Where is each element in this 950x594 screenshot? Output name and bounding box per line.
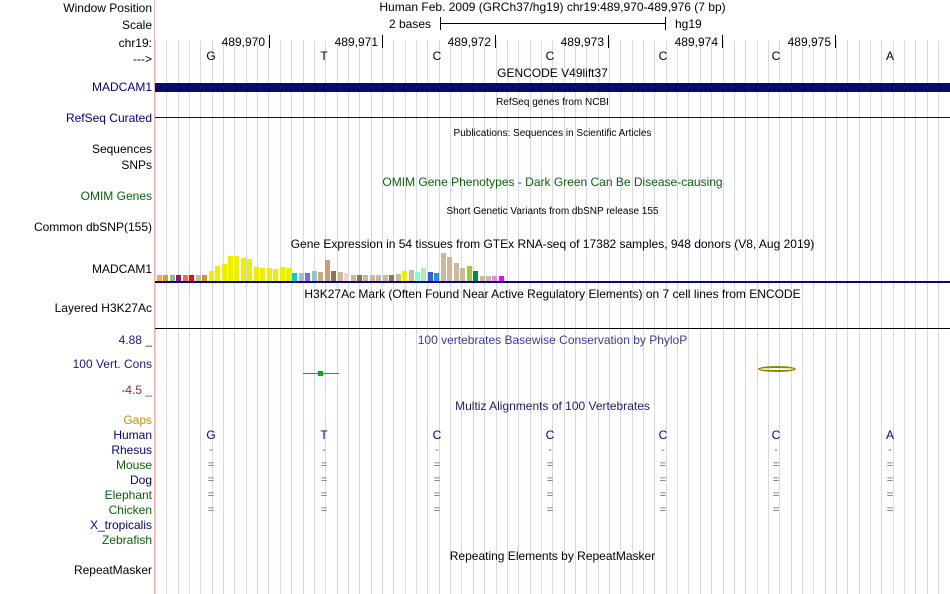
- gtex-tissue-bar[interactable]: [460, 268, 465, 281]
- grid-line: [405, 40, 406, 594]
- ruler-tick: [269, 35, 270, 48]
- ruler-position-label: 489,971: [334, 35, 378, 49]
- publications-track-label[interactable]: Sequences: [91, 142, 152, 156]
- grid-line: [654, 40, 655, 594]
- gtex-tissue-bar[interactable]: [305, 273, 310, 281]
- grid-line: [359, 40, 360, 594]
- ruler-tick: [835, 35, 836, 48]
- grid-line: [847, 40, 848, 594]
- ruler-tick: [382, 35, 383, 48]
- alignment-base: =: [886, 504, 894, 516]
- dbsnp-track-title: Short Genetic Variants from dbSNP release 155: [446, 206, 659, 217]
- gtex-track-label[interactable]: MADCAM1: [91, 262, 152, 276]
- phylop-min-label: -4.5 _: [121, 383, 152, 397]
- alignment-base: =: [433, 459, 441, 471]
- refseq-gene-line[interactable]: [155, 117, 950, 118]
- gtex-tissue-bar[interactable]: [260, 268, 265, 281]
- snps-track-label[interactable]: SNPs: [121, 158, 152, 172]
- grid-line: [200, 40, 201, 594]
- grid-line: [268, 40, 269, 594]
- alignment-base: =: [320, 504, 328, 516]
- grid-line: [155, 40, 156, 594]
- grid-line: [223, 40, 224, 594]
- grid-line: [723, 40, 724, 594]
- scale-assembly: hg19: [675, 17, 702, 31]
- gtex-tissue-bar[interactable]: [421, 268, 426, 281]
- grid-line: [246, 40, 247, 594]
- alignment-base: =: [546, 474, 554, 486]
- gtex-tissue-bar[interactable]: [415, 272, 420, 281]
- scale-bar: [440, 23, 665, 24]
- alignment-base: =: [546, 504, 554, 516]
- species-label-human: Human: [113, 428, 152, 442]
- gtex-tissue-bar[interactable]: [280, 267, 285, 281]
- window-position-text: Human Feb. 2009 (GRCh37/hg19) chr19:489,970-489,976 (7 bp): [379, 0, 726, 14]
- grid-line: [291, 40, 292, 594]
- grid-line: [461, 40, 462, 594]
- h3k27ac-track-label[interactable]: Layered H3K27Ac: [54, 301, 152, 315]
- alignment-base: =: [207, 459, 215, 471]
- grid-line: [700, 40, 701, 594]
- grid-line: [393, 40, 394, 594]
- grid-line: [904, 40, 905, 594]
- grid-line: [303, 40, 304, 594]
- grid-line: [825, 40, 826, 594]
- gtex-track-title: Gene Expression in 54 tissues from GTEx RNA-seq of 17382 samples, 948 donors (V8, Aug 2019): [290, 237, 815, 251]
- alignment-base: =: [886, 474, 894, 486]
- alignment-base: =: [433, 504, 441, 516]
- gtex-tissue-bar[interactable]: [286, 268, 291, 281]
- species-label-dog: Dog: [129, 473, 152, 487]
- omim-track-label[interactable]: OMIM Genes: [80, 189, 152, 203]
- gtex-tissue-bar[interactable]: [402, 271, 407, 281]
- alignment-base: =: [659, 459, 667, 471]
- species-label-chicken: Chicken: [108, 503, 152, 517]
- grid-line: [450, 40, 451, 594]
- multiz-track-title: Multiz Alignments of 100 Vertebrates: [455, 399, 650, 413]
- gencode-track-title: GENCODE V49lift37: [497, 66, 608, 80]
- alignment-base: =: [886, 489, 894, 501]
- grid-line: [314, 40, 315, 594]
- ruler-position-label: 489,973: [560, 35, 604, 49]
- alignment-base: =: [772, 474, 780, 486]
- gtex-tissue-bar[interactable]: [209, 271, 214, 281]
- h3k27ac-baseline: [155, 328, 950, 329]
- gtex-tissue-bar[interactable]: [267, 268, 272, 281]
- grid-line: [507, 40, 508, 594]
- grid-line: [427, 40, 428, 594]
- grid-line: [915, 40, 916, 594]
- reference-base: C: [545, 49, 555, 63]
- track-image-area[interactable]: [155, 0, 950, 594]
- alignment-base: =: [207, 504, 215, 516]
- reference-base: C: [432, 49, 442, 63]
- scale-bar-right-cap: [665, 17, 666, 30]
- gtex-tissue-bar[interactable]: [441, 253, 446, 281]
- alignment-base: G: [206, 428, 216, 442]
- grid-line: [745, 40, 746, 594]
- gtex-tissue-bar[interactable]: [273, 269, 278, 281]
- gtex-tissue-bar[interactable]: [409, 270, 414, 281]
- gtex-tissue-bar[interactable]: [331, 271, 336, 281]
- gtex-tissue-bar[interactable]: [318, 272, 323, 281]
- grid-line: [677, 40, 678, 594]
- grid-line: [734, 40, 735, 594]
- alignment-base: =: [772, 489, 780, 501]
- gtex-bar-chart[interactable]: [155, 253, 555, 281]
- gtex-tissue-bar[interactable]: [473, 271, 478, 281]
- grid-line: [564, 40, 565, 594]
- alignment-base: -: [661, 444, 665, 456]
- species-label-x_tropicalis: X_tropicalis: [89, 518, 152, 532]
- strand-label: --->: [133, 52, 152, 66]
- gtex-tissue-bar[interactable]: [241, 258, 246, 281]
- reference-base: A: [885, 49, 894, 63]
- alignment-base: =: [546, 459, 554, 471]
- grid-line: [484, 40, 485, 594]
- grid-line: [348, 40, 349, 594]
- gencode-track-label[interactable]: MADCAM1: [91, 80, 152, 94]
- grid-line: [371, 40, 372, 594]
- reference-base: T: [320, 49, 328, 63]
- gtex-tissue-bar[interactable]: [396, 274, 401, 281]
- grid-line: [496, 40, 497, 594]
- grid-line: [688, 40, 689, 594]
- reference-base: C: [658, 49, 668, 63]
- gtex-tissue-bar[interactable]: [447, 257, 452, 281]
- grid-line: [257, 40, 258, 594]
- dbsnp-track-label[interactable]: Common dbSNP(155): [33, 220, 152, 234]
- alignment-base: =: [886, 459, 894, 471]
- phylop-positive-point: [318, 371, 323, 376]
- grid-line: [643, 40, 644, 594]
- grid-line: [881, 40, 882, 594]
- alignment-base: =: [772, 504, 780, 516]
- gtex-tissue-bar[interactable]: [428, 272, 433, 281]
- alignment-base: -: [888, 444, 892, 456]
- gtex-tissue-bar[interactable]: [454, 263, 459, 281]
- alignment-base: -: [548, 444, 552, 456]
- grid-line: [813, 40, 814, 594]
- alignment-base: =: [433, 489, 441, 501]
- reference-base: G: [206, 49, 216, 63]
- grid-line: [859, 40, 860, 594]
- alignment-base: =: [207, 489, 215, 501]
- alignment-base: -: [209, 444, 213, 456]
- grid-line: [189, 40, 190, 594]
- grid-line: [586, 40, 587, 594]
- grid-line: [870, 40, 871, 594]
- grid-line: [166, 40, 167, 594]
- gtex-tissue-bar[interactable]: [215, 266, 220, 281]
- gtex-tissue-bar[interactable]: [325, 260, 330, 281]
- grid-line: [530, 40, 531, 594]
- alignment-base: C: [432, 428, 442, 442]
- gtex-tissue-bar[interactable]: [292, 273, 297, 281]
- scale-label: Scale: [121, 18, 152, 32]
- alignment-base: =: [320, 459, 328, 471]
- gtex-tissue-bar[interactable]: [247, 259, 252, 281]
- gtex-tissue-bar[interactable]: [228, 256, 233, 281]
- scale-text: 2 bases: [389, 17, 432, 31]
- alignment-base: =: [659, 474, 667, 486]
- alignment-base: =: [659, 504, 667, 516]
- species-label-rhesus: Rhesus: [111, 443, 152, 457]
- species-label-zebrafish: Zebrafish: [101, 533, 152, 547]
- alignment-base: =: [433, 474, 441, 486]
- gtex-tissue-bar[interactable]: [254, 267, 259, 281]
- gtex-tissue-bar[interactable]: [222, 264, 227, 281]
- reference-base: C: [771, 49, 781, 63]
- publications-track-title: Publications: Sequences in Scientific Articles: [453, 128, 652, 139]
- alignment-base: T: [320, 428, 328, 442]
- grid-line: [518, 40, 519, 594]
- ruler-position-label: 489,970: [221, 35, 265, 49]
- grid-line: [757, 40, 758, 594]
- alignment-base: -: [322, 444, 326, 456]
- grid-line: [938, 40, 939, 594]
- grid-line: [927, 40, 928, 594]
- omim-track-title: OMIM Gene Phenotypes - Dark Green Can Be Disease-causing: [382, 175, 723, 189]
- alignment-base: A: [885, 428, 894, 442]
- grid-line: [711, 40, 712, 594]
- phylop-track-title: 100 vertebrates Basewise Conservation by PhyloP: [417, 333, 688, 347]
- alignment-base: =: [320, 489, 328, 501]
- grid-line: [416, 40, 417, 594]
- ruler-position-label: 489,975: [787, 35, 831, 49]
- grid-line: [575, 40, 576, 594]
- gtex-tissue-bar[interactable]: [234, 256, 239, 281]
- refseq-track-title: RefSeq genes from NCBI: [496, 97, 609, 108]
- gtex-tissue-bar[interactable]: [434, 273, 439, 281]
- gencode-gene-block[interactable]: [155, 83, 950, 92]
- grid-line: [337, 40, 338, 594]
- chrom-label: chr19:: [118, 36, 152, 50]
- ruler-position-label: 489,974: [674, 35, 718, 49]
- grid-line: [382, 40, 383, 594]
- gaps-label: Gaps: [123, 413, 152, 427]
- grid-line: [609, 40, 610, 594]
- alignment-base: C: [545, 428, 555, 442]
- gtex-tissue-bar[interactable]: [299, 273, 304, 281]
- ruler-tick: [608, 35, 609, 48]
- grid-line: [632, 40, 633, 594]
- alignment-base: =: [659, 489, 667, 501]
- grid-line: [620, 40, 621, 594]
- alignment-base: =: [772, 459, 780, 471]
- grid-line: [836, 40, 837, 594]
- grid-line: [178, 40, 179, 594]
- repeatmasker-track-label[interactable]: RepeatMasker: [73, 563, 152, 577]
- h3k27ac-track-title: H3K27Ac Mark (Often Found Near Active Regulatory Elements) on 7 cell lines from ENCODE: [304, 287, 801, 301]
- grid-line: [280, 40, 281, 594]
- repeatmasker-track-title: Repeating Elements by RepeatMasker: [449, 549, 656, 563]
- gtex-gene-line: [155, 281, 950, 283]
- species-label-mouse: Mouse: [115, 458, 152, 472]
- grid-line: [541, 40, 542, 594]
- species-label-elephant: Elephant: [104, 488, 152, 502]
- ruler-position-label: 489,972: [447, 35, 491, 49]
- grid-line: [598, 40, 599, 594]
- phylop-max-label: 4.88 _: [118, 333, 152, 347]
- alignment-base: C: [771, 428, 781, 442]
- ruler-tick: [495, 35, 496, 48]
- gtex-tissue-bar[interactable]: [467, 266, 472, 281]
- ruler-tick: [722, 35, 723, 48]
- window-position-label: Window Position: [63, 1, 152, 15]
- alignment-base: =: [207, 474, 215, 486]
- alignment-base: =: [546, 489, 554, 501]
- refseq-track-label[interactable]: RefSeq Curated: [65, 111, 152, 125]
- grid-line: [473, 40, 474, 594]
- phylop-track-label[interactable]: 100 Vert. Cons: [72, 357, 152, 371]
- grid-line: [791, 40, 792, 594]
- alignment-base: C: [658, 428, 668, 442]
- gtex-tissue-bar[interactable]: [338, 272, 343, 281]
- alignment-base: -: [435, 444, 439, 456]
- alignment-base: -: [774, 444, 778, 456]
- gtex-tissue-bar[interactable]: [312, 271, 317, 281]
- alignment-base: =: [320, 474, 328, 486]
- phylop-negative-mark: [758, 366, 796, 372]
- grid-line: [802, 40, 803, 594]
- gtex-tissue-bar[interactable]: [344, 273, 349, 281]
- scale-bar-left-cap: [440, 17, 441, 30]
- grid-line: [234, 40, 235, 594]
